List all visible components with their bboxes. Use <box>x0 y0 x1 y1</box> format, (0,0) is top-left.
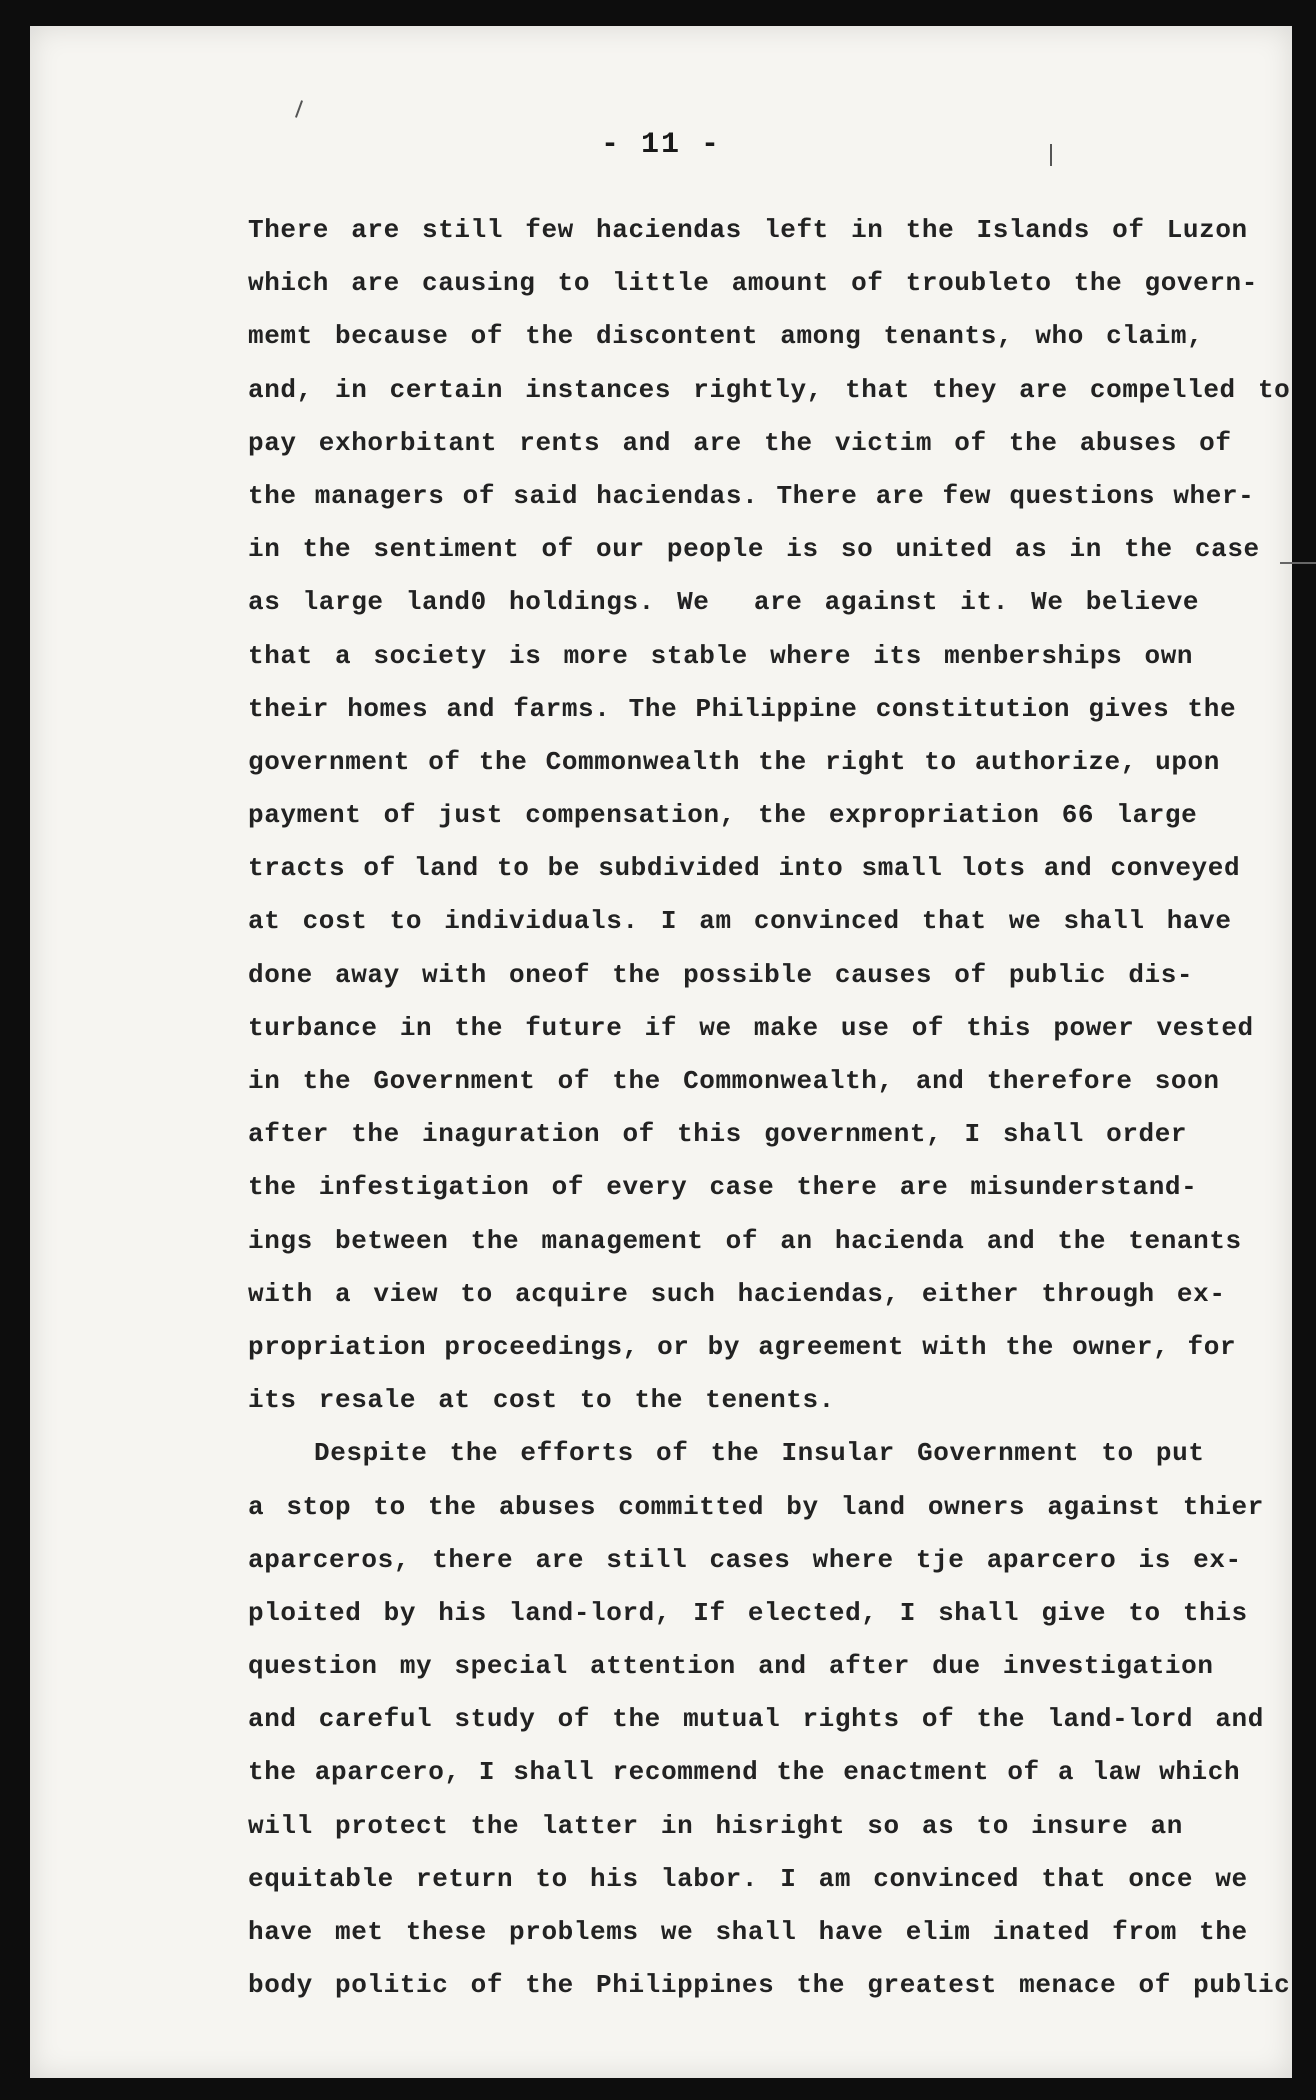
text-line: a stop to the abuses committed by land owners against thier <box>248 1491 1264 1522</box>
text-line: ings between the management of an hacienda and the tenants <box>248 1225 1242 1256</box>
pen-mark <box>1050 144 1052 166</box>
text-line: equitable return to his labor. I am convinced that once we <box>248 1863 1248 1894</box>
text-line: at cost to individuals. I am convinced that we shall have <box>248 906 1232 937</box>
text-line: its resale at cost to the tenents. <box>248 1385 835 1416</box>
text-line: Despite the efforts of the Insular Government to put <box>314 1438 1205 1469</box>
text-line: and careful study of the mutual rights of the land-lord and <box>248 1704 1264 1735</box>
text-line: the managers of said haciendas. There are few questions wher- <box>248 480 1255 511</box>
text-line: memt because of the discontent among tenants, who claim, <box>248 321 1204 352</box>
body-text <box>248 204 1291 2012</box>
text-line: have met these problems we shall have elim inated from the <box>248 1917 1248 1947</box>
margin-mark <box>1280 562 1316 564</box>
text-line: which are causing to little amount of troubleto the govern- <box>248 268 1258 299</box>
text-line: body politic of the Philippines the greatest menace of public <box>248 1970 1291 2001</box>
text-line: propriation proceedings, or by agreement with the owner, for <box>248 1331 1237 1362</box>
text-line: question my special attention and after due investigation <box>248 1651 1214 1682</box>
text-line: with a view to acquire such haciendas, either through ex- <box>248 1278 1226 1309</box>
text-line: ploited by his land-lord, If elected, I shall give to this <box>248 1597 1248 1628</box>
text-line: the infestigation of every case there are misunderstand- <box>248 1172 1198 1203</box>
page-number: - 11 - <box>600 128 722 162</box>
text-line: in the Government of the Commonwealth, and therefore soon <box>248 1066 1220 1096</box>
text-line: that a society is more stable where its menberships own <box>248 640 1194 671</box>
text-line: government of the Commonwealth the right to authorize, upon <box>248 746 1220 777</box>
text-line: will protect the latter in hisright so as to insure an <box>248 1810 1183 1841</box>
text-line: tracts of land to be subdivided into small lots and conveyed <box>248 853 1241 884</box>
text-line: aparceros, there are still cases where tje aparcero is ex- <box>248 1544 1242 1575</box>
text-line: done away with oneof the possible causes of public dis- <box>248 959 1194 990</box>
text-line: turbance in the future if we make use of this power vested <box>248 1012 1254 1043</box>
text-line: as large land0 holdings. We are against it. We believe <box>248 587 1200 618</box>
text-line: the aparcero, I shall recommend the enactment of a law which <box>248 1757 1241 1788</box>
pen-mark <box>295 100 303 118</box>
text-line: payment of just compensation, the expropriation 66 large <box>248 800 1198 831</box>
text-line: There are still few haciendas left in the Islands of Luzon <box>248 215 1248 245</box>
text-line: their homes and farms. The Philippine constitution gives the <box>248 693 1237 724</box>
document-page <box>30 26 1292 2078</box>
text-line: and, in certain instances rightly, that they are compelled to <box>248 374 1291 405</box>
text-line: after the inaguration of this government, I shall order <box>248 1119 1188 1150</box>
text-line: pay exhorbitant rents and are the victim of the abuses of <box>248 427 1232 458</box>
text-line: in the sentiment of our people is so united as in the case <box>248 534 1260 565</box>
